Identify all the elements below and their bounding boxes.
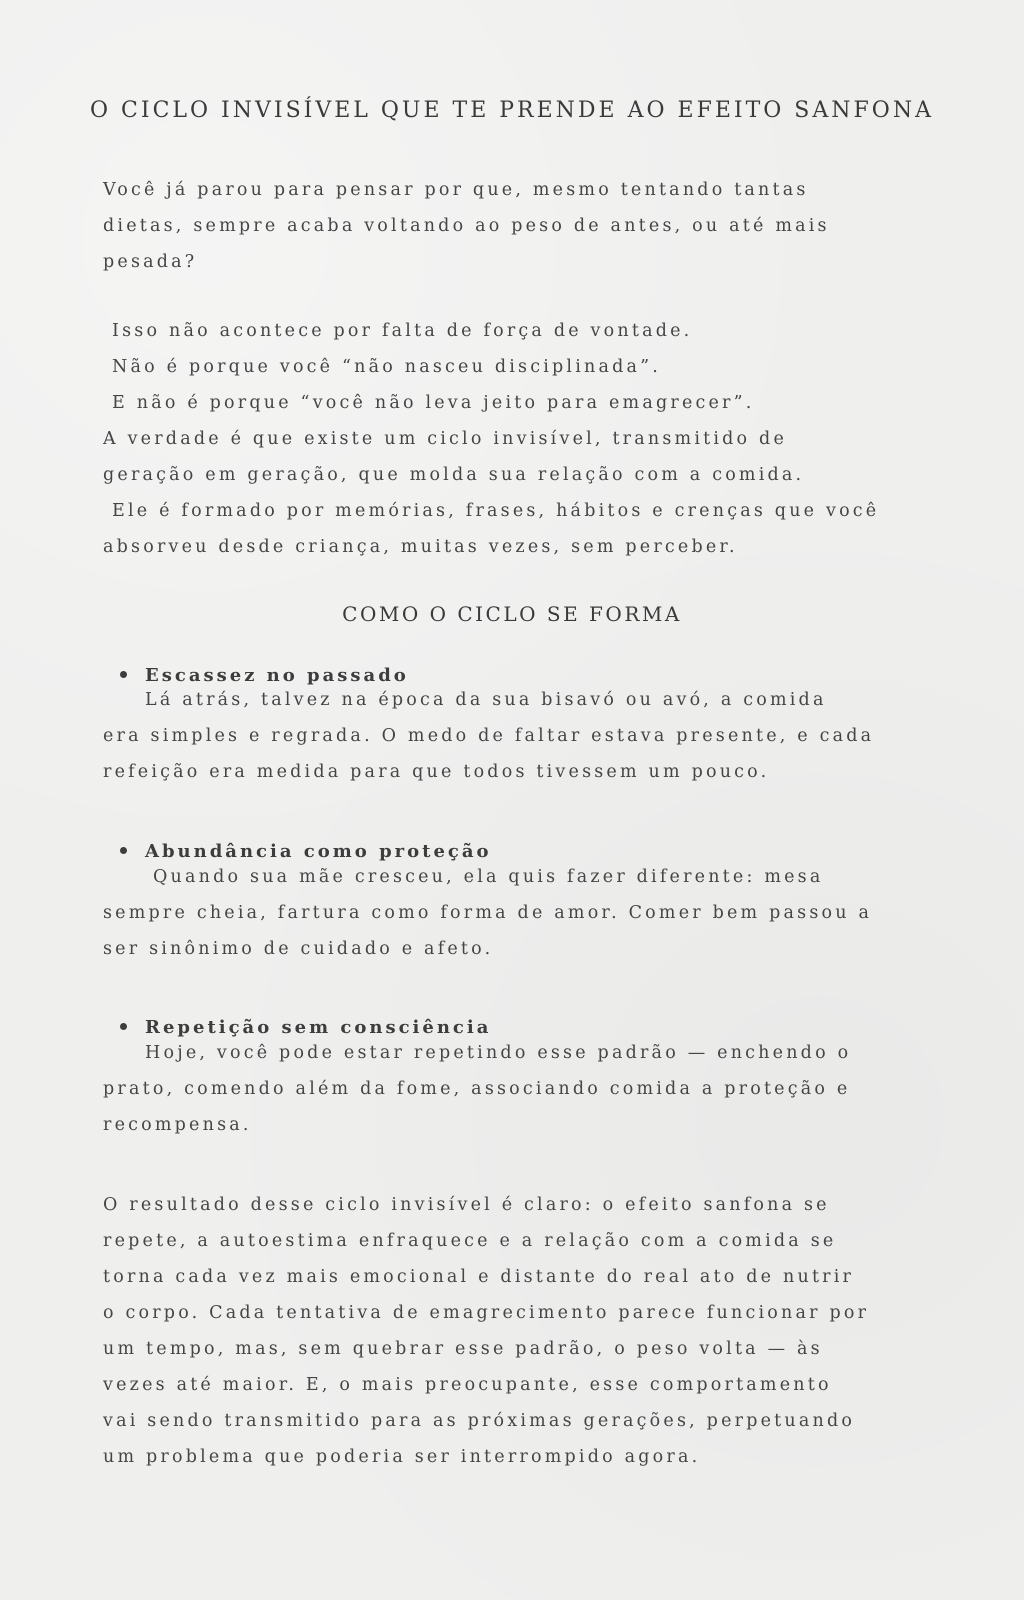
statement-line: E não é porque “você não leva jeito para emagrecer”.	[112, 393, 755, 413]
conclusion-line: o corpo. Cada tentativa de emagrecimento parece funcionar por	[103, 1303, 870, 1323]
statement-line: Ele é formado por memórias, frases, hábitos e crenças que você	[112, 501, 880, 521]
bullet-body	[103, 859, 923, 967]
intro-line: dietas, sempre acaba voltando ao peso de antes, ou até mais	[103, 216, 830, 236]
conclusion-line: torna cada vez mais emocional e distante do real ato de nutrir	[103, 1267, 855, 1287]
intro-line: Você já parou para pensar por que, mesmo tentando tantas	[103, 180, 809, 200]
section-title: COMO O CICLO SE FORMA	[342, 602, 682, 626]
bullet-line: sempre cheia, fartura como forma de amor. Comer bem passou a	[103, 903, 873, 923]
statement-line: absorveu desde criança, muitas vezes, sem perceber.	[103, 537, 738, 557]
bullet-icon	[120, 1023, 127, 1030]
conclusion-line: repete, a autoestima enfraquece e a relação com a comida se	[103, 1231, 837, 1251]
intro-line: pesada?	[103, 252, 198, 272]
conclusion-line: um problema que poderia ser interrompido agora.	[103, 1447, 701, 1467]
bullet-heading-text: Abundância como proteção	[145, 841, 492, 862]
bullet-line: Lá atrás, talvez na época da sua bisavó ou avó, a comida	[145, 690, 827, 710]
intro-paragraph	[103, 172, 923, 280]
bullet-heading-text: Escassez no passado	[145, 665, 409, 686]
bullet-line: ser sinônimo de cuidado e afeto.	[103, 939, 494, 959]
conclusion-line: vezes até maior. E, o mais preocupante, esse comportamento	[103, 1375, 832, 1395]
statement-line: Isso não acontece por falta de força de vontade.	[112, 321, 693, 341]
conclusion-line: um tempo, mas, sem quebrar esse padrão, o peso volta — às	[103, 1339, 823, 1359]
statements-paragraph	[103, 313, 923, 565]
bullet-line: Quando sua mãe cresceu, ela quis fazer diferente: mesa	[153, 867, 824, 887]
page-title: O CICLO INVISÍVEL QUE TE PRENDE AO EFEITO SANFONA	[90, 98, 934, 123]
conclusion-paragraph	[103, 1187, 923, 1475]
bullet-line: refeição era medida para que todos tivessem um pouco.	[103, 762, 770, 782]
statement-line: Não é porque você “não nasceu disciplinada”.	[112, 357, 662, 377]
bullet-line: prato, comendo além da fome, associando comida a proteção e	[103, 1079, 851, 1099]
bullet-heading-text: Repetição sem consciência	[145, 1017, 492, 1038]
bullet-line: era simples e regrada. O medo de faltar estava presente, e cada	[103, 726, 875, 746]
statement-line: A verdade é que existe um ciclo invisível, transmitido de	[103, 429, 788, 449]
bullet-body	[103, 682, 923, 790]
conclusion-line: vai sendo transmitido para as próximas gerações, perpetuando	[103, 1411, 856, 1431]
bullet-icon	[120, 671, 127, 678]
bullet-icon	[120, 847, 127, 854]
conclusion-line: O resultado desse ciclo invisível é claro: o efeito sanfona se	[103, 1195, 830, 1215]
bullet-line: Hoje, você pode estar repetindo esse padrão — enchendo o	[145, 1043, 852, 1063]
statement-line: geração em geração, que molda sua relação com a comida.	[103, 465, 805, 485]
bullet-body	[103, 1035, 923, 1143]
bullet-line: recompensa.	[103, 1115, 252, 1135]
